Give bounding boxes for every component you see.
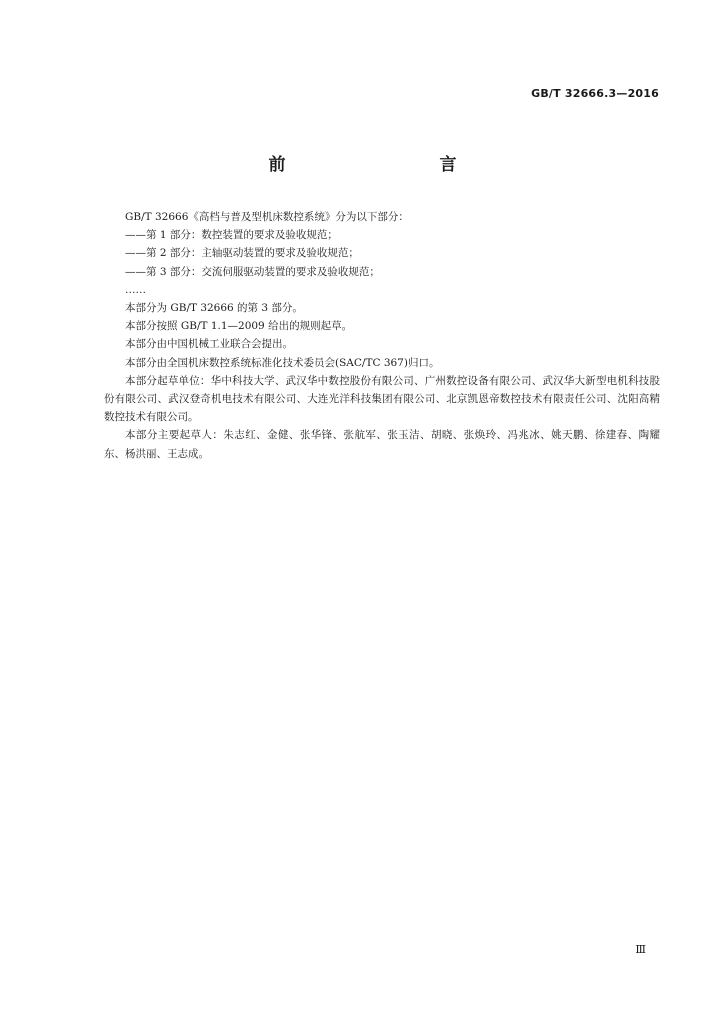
paragraph-drafting-rules: 本部分按照 GB/T 1.1—2009 给出的规则起草。 — [125, 320, 353, 333]
paragraph-part-statement: 本部分为 GB/T 32666 的第 3 部分。 — [125, 302, 303, 315]
page-title: 前 言 — [268, 155, 497, 175]
paragraph-proposer: 本部分由中国机械工业联合会提出。 — [125, 338, 293, 351]
paragraph-intro: GB/T 32666《高档与普及型机床数控系统》分为以下部分： — [125, 211, 409, 223]
list-item-part-3: ——第 3 部分：交流伺服驱动装置的要求及验收规范； — [125, 265, 380, 278]
standard-code: GB/T 32666.3—2016 — [531, 87, 659, 100]
page-number: Ⅲ — [635, 943, 646, 956]
list-item-part-1: ——第 1 部分：数控装置的要求及验收规范； — [125, 229, 338, 242]
paragraph-drafters: 本部分主要起草人：朱志红、金健、张华锋、张航军、张玉洁、胡晓、张焕玲、冯兆冰、姚天鹏、徐建春、陶耀东、杨洪丽、王志成。 — [104, 429, 660, 460]
paragraph-drafting-units: 本部分起草单位：华中科技大学、武汉华中数控股份有限公司、广州数控设备有限公司、武汉华大新型电机科技股份有限公司、武汉登奇机电技术有限公司、大连光洋科技集团有限公司、北京凯恩帝数控技术有限责任公司、沈阳高精数控技术有限公司。 — [104, 374, 660, 424]
list-item-part-2: ——第 2 部分：主轴驱动装置的要求及验收规范； — [125, 247, 359, 260]
foreword-body — [104, 208, 660, 463]
paragraph-committee: 本部分由全国机床数控系统标准化技术委员会(SAC/TC 367)归口。 — [125, 356, 440, 369]
list-ellipsis: …… — [125, 283, 146, 296]
